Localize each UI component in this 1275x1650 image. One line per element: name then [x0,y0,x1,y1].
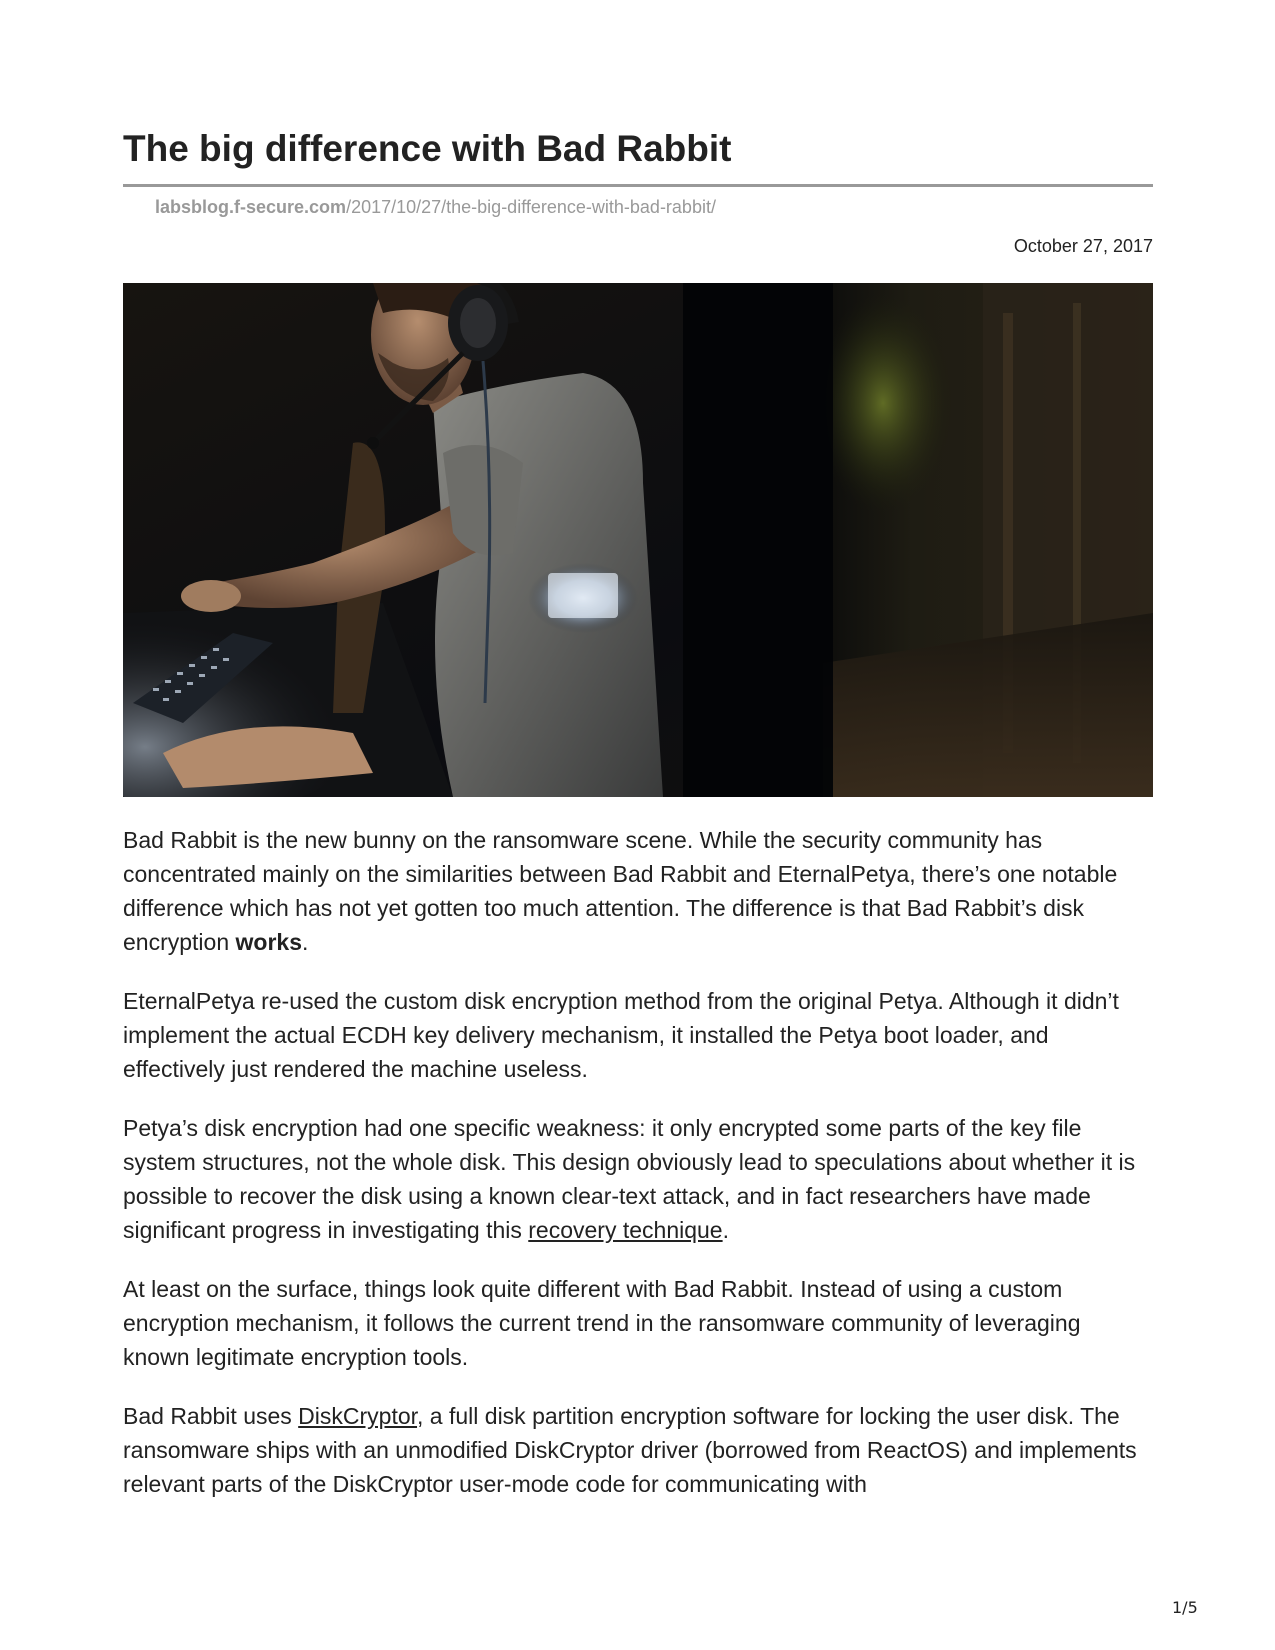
title-divider [123,184,1153,187]
paragraph-5-text: , a full disk partition encryption software for locking the user disk. The ransomware ships with an unmodified DiskCryptor driver (borrowed from ReactOS) and implements relevant parts of the DiskCryptor user-mode code for communicating with [123,1403,1137,1497]
recovery-technique-link[interactable]: recovery technique [528,1217,723,1243]
paragraph-1 [123,823,1153,959]
paragraph-1-text: Bad Rabbit is the new bunny on the ransomware scene. While the security community has concentrated mainly on the similarities between Bad Rabbit and EternalPetya, there’s one notable difference which has not yet gotten too much attention. The difference is that Bad Rabbit’s disk encryption [123,827,1118,955]
publish-date: October 27, 2017 [1013,236,1153,256]
paragraph-3 [123,1111,1153,1247]
paragraph-5 [123,1399,1153,1501]
source-url-domain: labsblog.f-secure.com [155,197,347,217]
hero-photo [123,283,1153,797]
paragraph-1-bold: works [235,929,302,955]
paragraph-2: EternalPetya re-used the custom disk encryption method from the original Petya. Although it didn’t implement the actual ECDH key delivery mechanism, it installed the Petya boot loader, and effectively just rendered the machine useless. [123,988,1119,1082]
paragraph-3-end: . [722,1217,729,1243]
page-number: 1/5 [1172,1598,1198,1617]
article-body [123,823,1153,1526]
paragraph-1-end: . [302,929,309,955]
paragraph-3-text: Petya’s disk encryption had one specific weakness: it only encrypted some parts of the key file system structures, not the whole disk. This design obviously lead to speculations about whether it is possible to recover the disk using a known clear-text attack, and in fact researchers have made significant progress in investigating this [123,1115,1136,1243]
paragraph-5-start: Bad Rabbit uses [123,1403,299,1429]
page-title: The big difference with Bad Rabbit [123,128,732,169]
source-url[interactable] [155,197,716,218]
source-url-path: /2017/10/27/the-big-difference-with-bad-rabbit/ [346,197,716,217]
diskcryptor-link[interactable]: DiskCryptor [298,1403,418,1429]
paragraph-4: At least on the surface, things look quite different with Bad Rabbit. Instead of using a custom encryption mechanism, it follows the current trend in the ransomware community of leveraging known legitimate encryption tools. [123,1276,1081,1370]
hero-photo-illustration [123,283,1153,797]
